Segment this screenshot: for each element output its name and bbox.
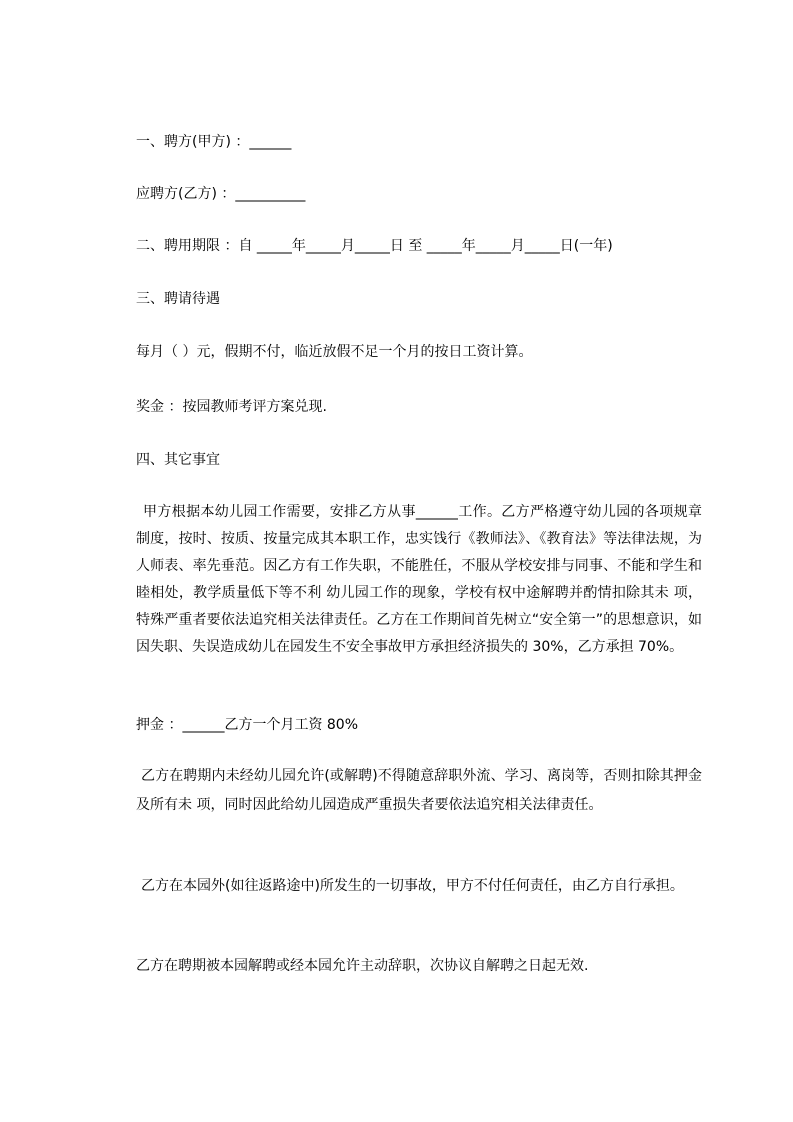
resignation-paragraph: 乙方在聘期内未经幼儿园允许(或解聘)不得随意辞职外流、学习、离岗等，否则扣除其押金及所有未 项，同时因此给幼儿园造成严重损失者要依法追究相关法律责任。 [136,768,702,813]
section-three-heading: 三、聘请待遇 [136,291,220,307]
deposit-line: 押金 ：______乙方一个月工资 80% [136,717,359,733]
section-four-heading: 四、其它事宜 [136,452,220,468]
salary-line: 每月（ ）元，假期不付，临近放假不足一个月的按日工资计算。 [136,344,533,360]
employer-line: 一、聘方(甲方) ：______ [136,134,292,150]
term-line: 二、聘用期限 ：自 _____年_____月_____日 至 _____年_____月_____日(一年) [136,238,613,254]
bonus-line: 奖金 ：按园教师考评方案兑现. [136,399,327,415]
employee-line: 应聘方(乙方) ：__________ [136,186,306,202]
duties-paragraph: 甲方根据本幼儿园工作需要，安排乙方从事______工作。乙方严格遵守幼儿园的各项规章制度，按时、按质、按量完成其本职工作，忠实饯行《教师法》、《教育法》等法律法规，为人师表、率先垂范。因乙方有工作失职，不能胜任，不服从学校安排与同事、不能和学生和睦相处，教学质量低下等不利 幼儿园工作的现象，学校有权中途解聘并酌情扣除其未 项，特殊严重者要依法追究相关法律责任。乙方在工作期间首先树立“安全第一”的思想意识，如因失职、失误造成幼儿在园发生不安全事故甲方承担经济损失的 30%，乙方承担 70%。 [136,504,702,655]
accident-paragraph: 乙方在本园外(如往返路途中)所发生的一切事故，甲方不付任何责任，由乙方自行承担。 [141,878,684,894]
termination-line: 乙方在聘期被本园解聘或经本园允许主动辞职，次协议自解聘之日起无效. [136,958,589,974]
